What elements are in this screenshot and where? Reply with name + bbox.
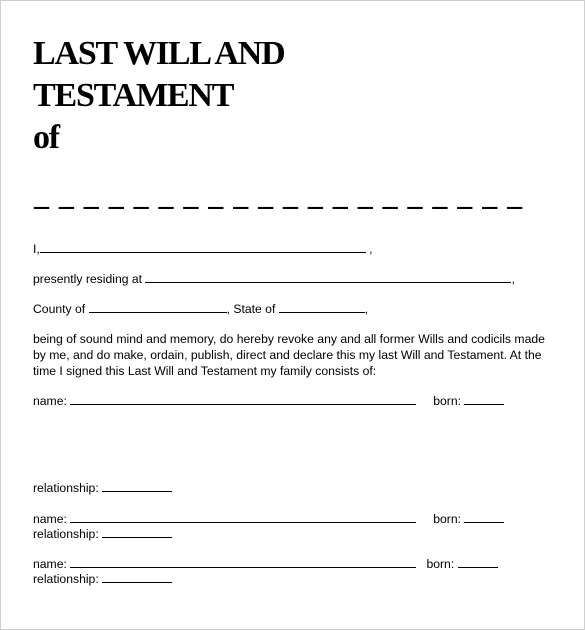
family-member-1-name-line	[33, 393, 504, 409]
state-suffix: ,	[364, 302, 369, 316]
born-label: born:	[433, 512, 461, 526]
declarant-name-blank	[40, 241, 366, 253]
title-line-2: TESTAMENT	[33, 77, 234, 114]
declarant-line	[33, 241, 373, 257]
relationship-blank	[102, 480, 172, 492]
declaration-paragraph: being of sound mind and memory, do hereby revoke any and all former Wills and codicils made by me, and do make, ordain, publish, direct and declare this my last Will and Testament. At the time I signed this Last Will and Testament my family consists of:	[33, 332, 545, 378]
name-blank	[70, 556, 416, 568]
title-line-3: of	[33, 119, 59, 156]
born-blank	[464, 393, 504, 405]
name-label: name:	[33, 557, 67, 571]
family-member-2-name-line	[33, 511, 504, 527]
county-blank	[89, 301, 227, 313]
name-label: name:	[33, 512, 67, 526]
testator-name-blank: _ _ _ _ _ _ _ _ _ _ _ _ _ _ _ _ _ _ _ _	[34, 179, 524, 212]
county-state-line	[33, 301, 368, 317]
relationship-blank	[102, 526, 172, 538]
declarant-suffix: ,	[369, 242, 373, 256]
declarant-prefix: I,	[33, 242, 40, 256]
born-blank	[464, 511, 504, 523]
residence-label: presently residing at	[33, 272, 143, 286]
residence-suffix: ,	[511, 272, 515, 286]
state-blank	[279, 301, 365, 313]
county-label: County of	[33, 302, 86, 316]
state-label: , State of	[226, 302, 276, 316]
residence-blank	[145, 271, 511, 283]
born-blank	[458, 556, 498, 568]
title-line-1: LAST WILL AND	[33, 35, 285, 72]
family-member-2-relationship-line	[33, 526, 172, 542]
name-blank	[70, 393, 416, 405]
relationship-blank	[102, 571, 172, 583]
relationship-label: relationship:	[33, 481, 99, 495]
relationship-label: relationship:	[33, 527, 99, 541]
name-blank	[70, 511, 416, 523]
family-member-1-relationship-line	[33, 480, 172, 496]
born-label: born:	[433, 394, 461, 408]
born-label: born:	[426, 557, 455, 571]
residence-line	[33, 271, 515, 287]
family-member-3-name-line	[33, 556, 498, 572]
document-title	[33, 33, 285, 159]
name-label: name:	[33, 394, 67, 408]
relationship-label: relationship:	[33, 572, 99, 586]
family-member-3-relationship-line	[33, 571, 172, 587]
